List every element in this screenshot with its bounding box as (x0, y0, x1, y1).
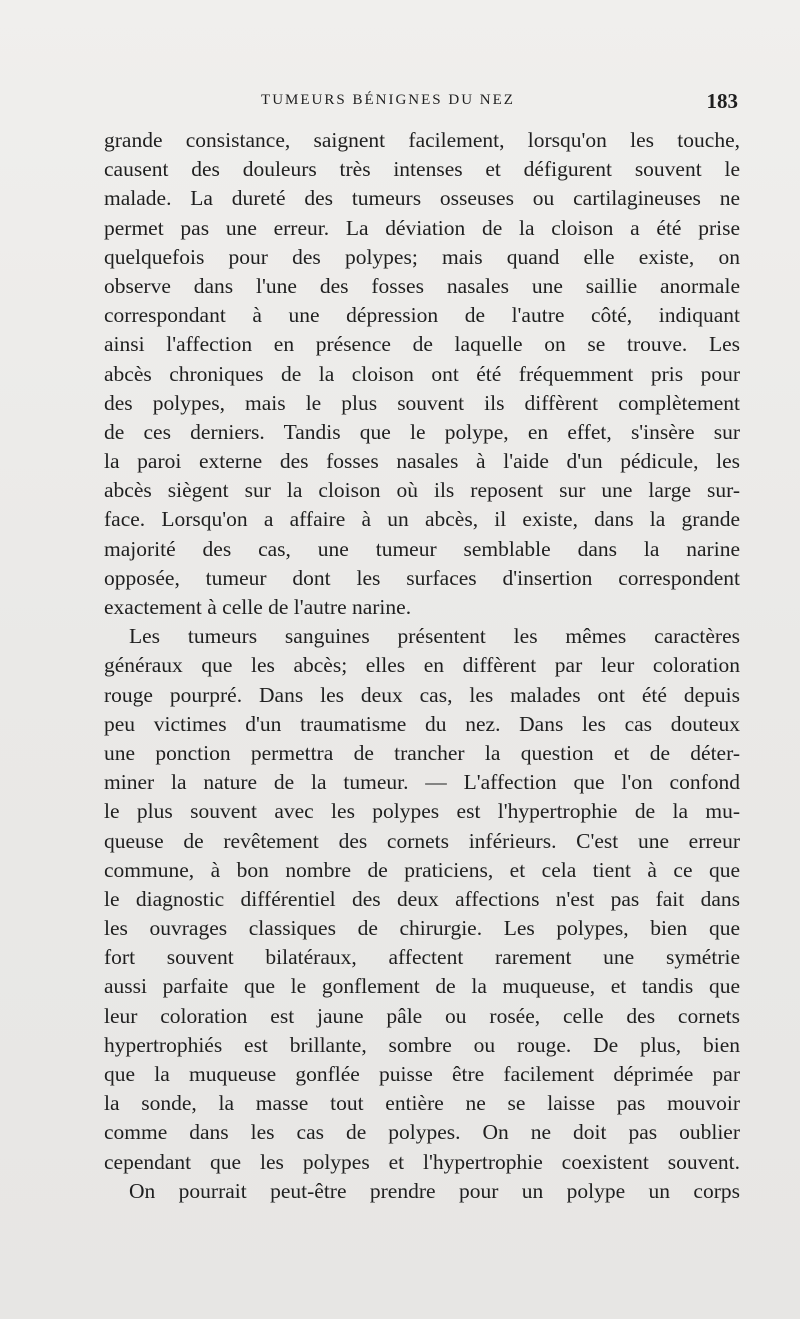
text-line: la paroi externe des fosses nasales à l'aide d'un pédicule, les (104, 449, 740, 474)
text-line: ainsi l'affection en présence de laquelle on se trouve. Les (104, 332, 740, 357)
text-line: majorité des cas, une tumeur semblable dans la narine (104, 536, 740, 561)
running-title: TUMEURS BÉNIGNES DU NEZ (261, 92, 515, 108)
text-line: peu victimes d'un traumatisme du nez. Dans les cas douteux (104, 711, 740, 736)
text-line: les ouvrages classiques de chirurgie. Les polypes, bien que (104, 916, 740, 941)
text-line: de ces derniers. Tandis que le polype, en effet, s'insère sur (104, 419, 740, 444)
text-line: queuse de revêtement des cornets inférieurs. C'est une erreur (104, 828, 740, 853)
text-line: fort souvent bilatéraux, affectent rarement une symétrie (104, 945, 740, 970)
text-line: cependant que les polypes et l'hypertrophie coexistent souvent. (104, 1149, 740, 1174)
text-line: comme dans les cas de polypes. On ne doit pas oublier (104, 1120, 740, 1145)
text-line: hypertrophiés est brillante, sombre ou rouge. De plus, bien (104, 1032, 740, 1057)
text-line: face. Lorsqu'on a affaire à un abcès, il existe, dans la grande (104, 507, 740, 532)
body-text (104, 126, 740, 1206)
page-number: 183 (706, 89, 738, 113)
text-line: observe dans l'une des fosses nasales une saillie anormale (104, 273, 740, 298)
text-line: des polypes, mais le plus souvent ils diffèrent complètement (104, 390, 740, 415)
text-line: la sonde, la masse tout entière ne se laisse pas mouvoir (104, 1091, 740, 1116)
text-line: abcès chroniques de la cloison ont été fréquemment pris pour (104, 361, 740, 386)
text-line: malade. La dureté des tumeurs osseuses ou cartilagineuses ne (104, 186, 740, 211)
text-line: grande consistance, saignent facilement, lorsqu'on les touche, (104, 128, 740, 152)
text-line: que la muqueuse gonflée puisse être facilement déprimée par (104, 1062, 740, 1086)
text-line: le plus souvent avec les polypes est l'hypertrophie de la mu- (104, 799, 740, 824)
text-line: exactement à celle de l'autre narine. (104, 595, 412, 619)
text-line: miner la nature de la tumeur. — L'affection que l'on confond (104, 770, 740, 795)
text-line: Les tumeurs sanguines présentent les mêmes caractères (129, 624, 740, 649)
text-line: commune, à bon nombre de praticiens, et cela tient à ce que (104, 857, 740, 882)
text-line: causent des douleurs très intenses et défigurent souvent le (104, 157, 740, 182)
text-line: le diagnostic différentiel des deux affections n'est pas fait dans (104, 886, 740, 911)
text-line: permet pas une erreur. La déviation de la cloison a été prise (104, 215, 740, 240)
text-line: quelquefois pour des polypes; mais quand elle existe, on (104, 244, 740, 269)
text-line: correspondant à une dépression de l'autre côté, indiquant (104, 303, 740, 328)
text-line: leur coloration est jaune pâle ou rosée, celle des cornets (104, 1003, 740, 1028)
text-line: aussi parfaite que le gonflement de la muqueuse, et tandis que (104, 974, 740, 999)
text-line: opposée, tumeur dont les surfaces d'insertion correspondent (104, 565, 740, 590)
text-line: abcès siègent sur la cloison où ils reposent sur une large sur- (104, 478, 740, 503)
text-line: On pourrait peut-être prendre pour un polype un corps (129, 1178, 740, 1203)
text-line: rouge pourpré. Dans les deux cas, les malades ont été depuis (104, 682, 740, 707)
text-line: une ponction permettra de trancher la question et de déter- (104, 740, 740, 765)
text-line: généraux que les abcès; elles en diffèrent par leur coloration (104, 653, 740, 678)
page-header (108, 90, 738, 116)
